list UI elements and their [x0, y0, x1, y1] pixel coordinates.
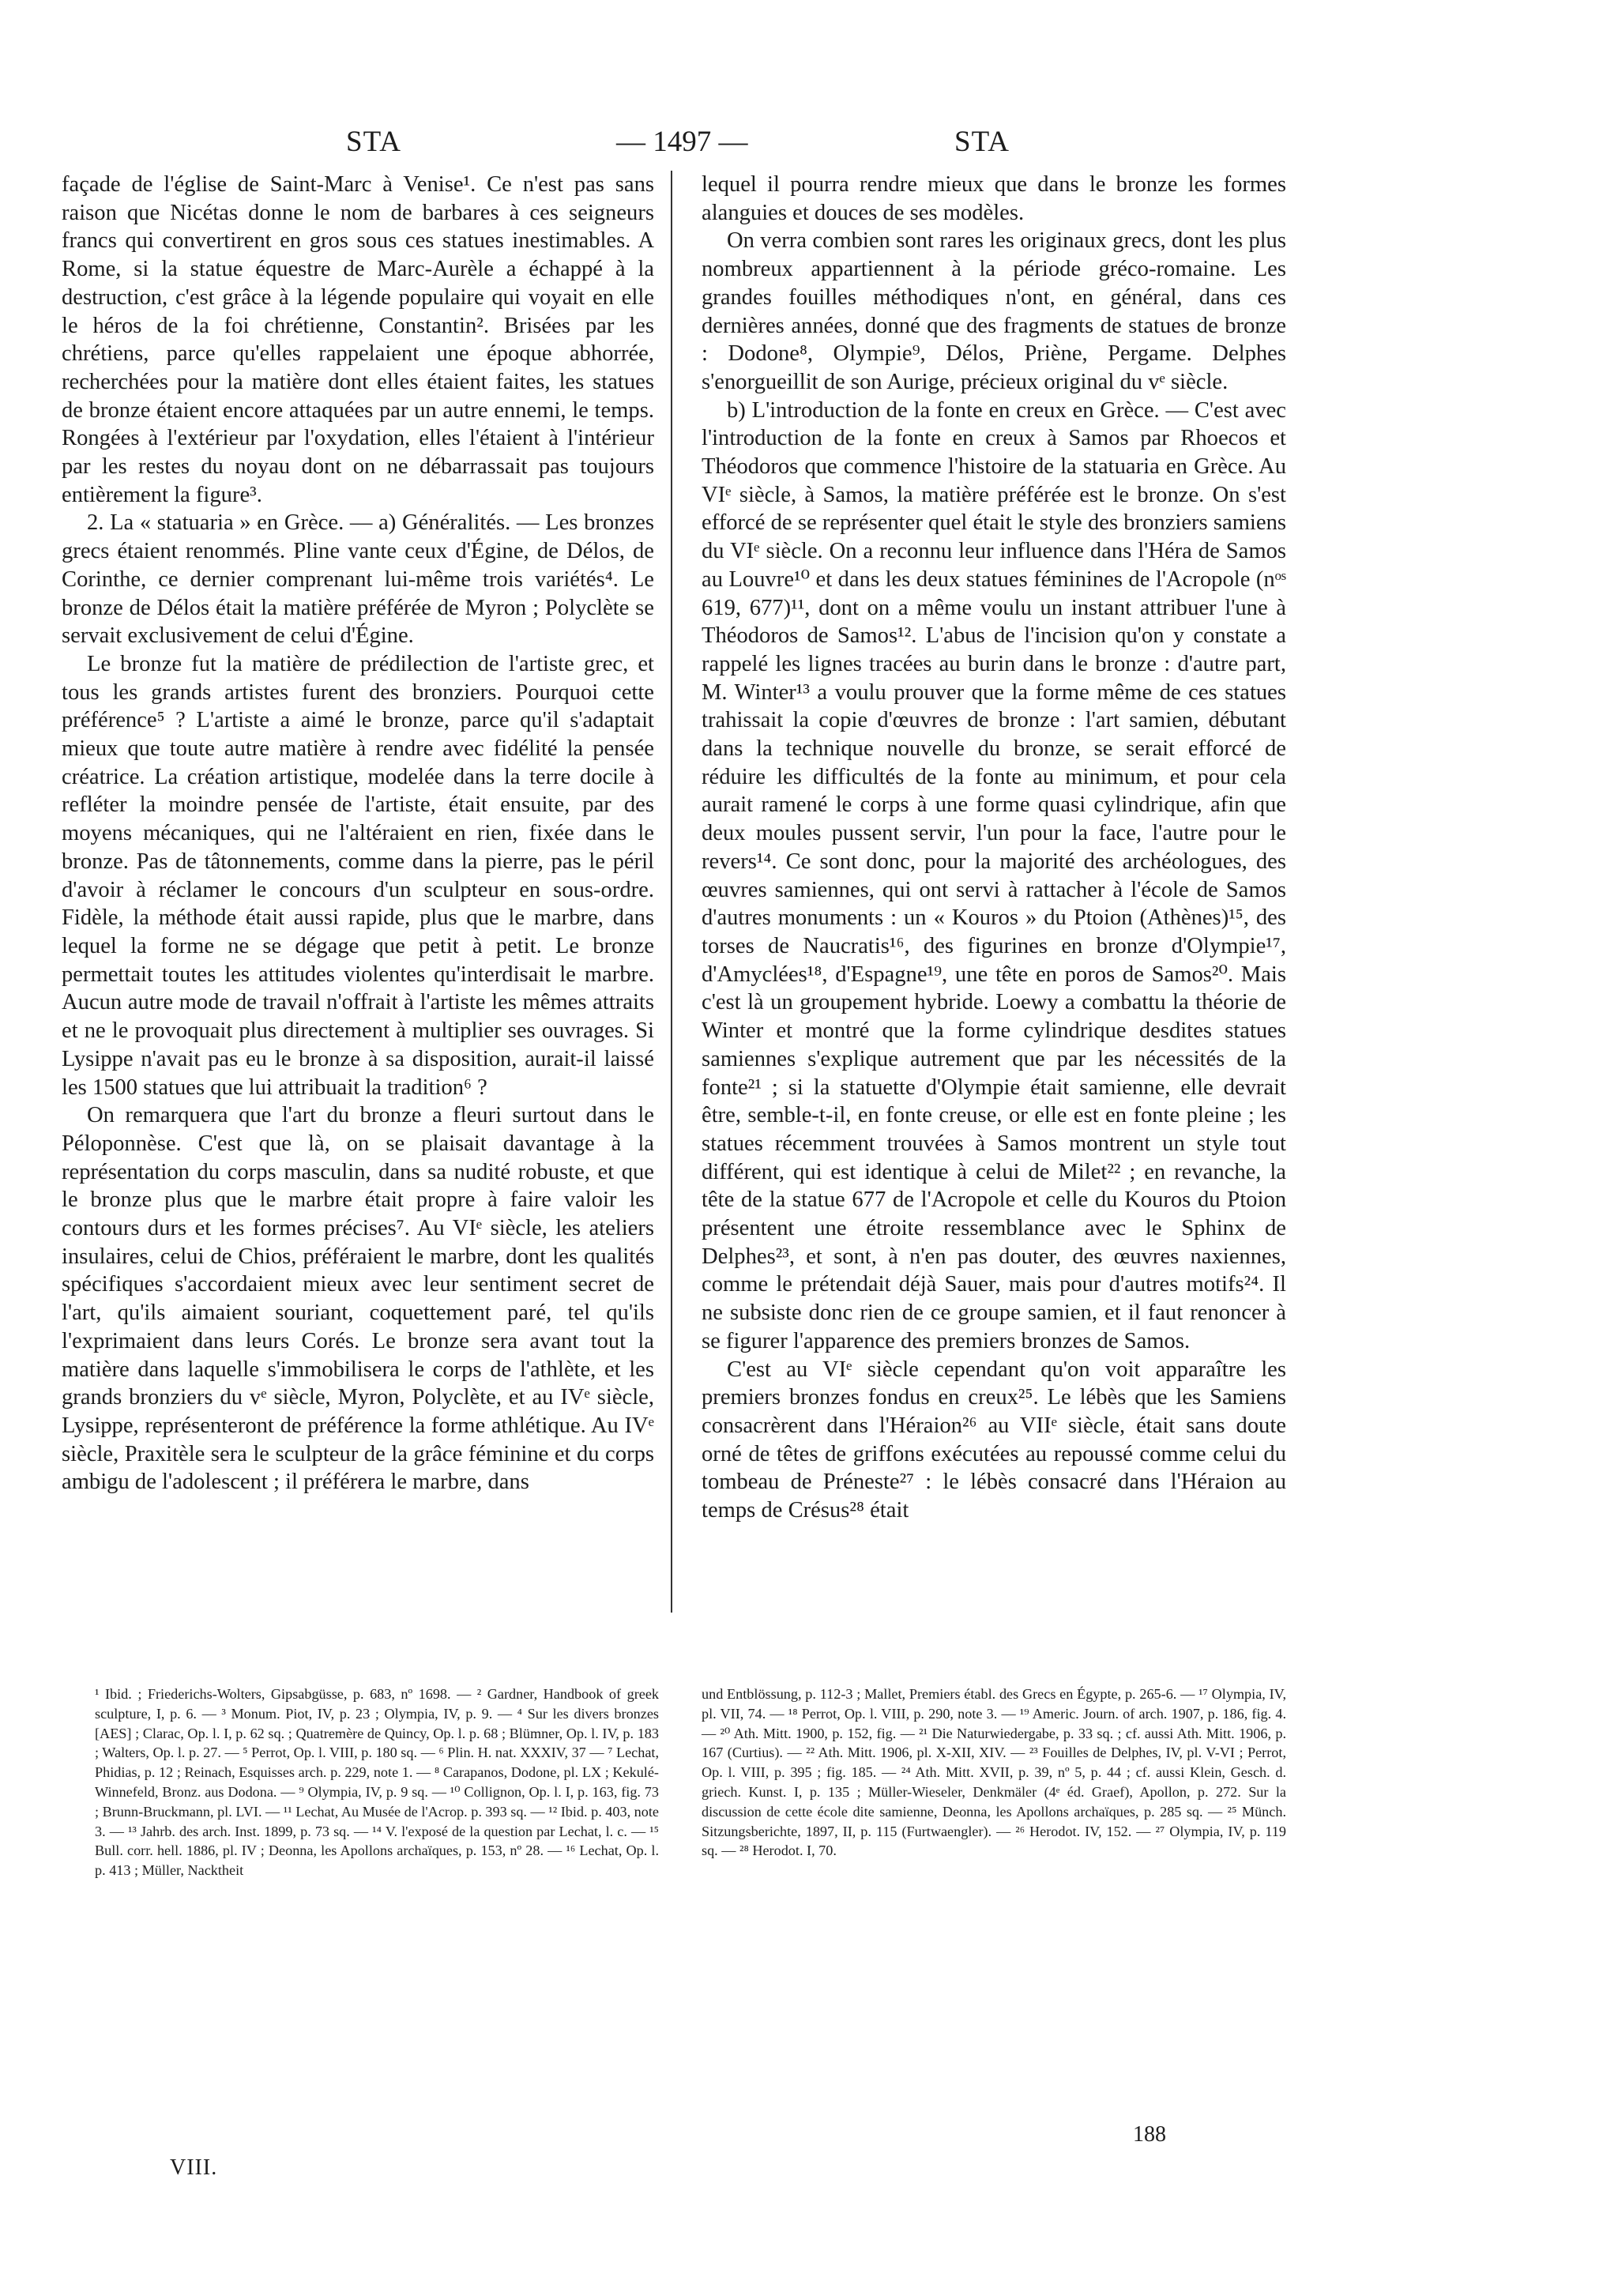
running-header	[0, 125, 1618, 164]
footnotes-right	[702, 1684, 1286, 1861]
left-column	[62, 171, 654, 1496]
paragraph: On remarquera que l'art du bronze a fleuri surtout dans le Péloponnèse. C'est que là, on se plaisait davantage à la représentation du corps masculin, dans sa nudité robuste, et que le bronze plus que le marbre était propre à faire valoir les contours durs et les formes précises⁷. Au VIᵉ siècle, les ateliers insulaires, celui de Chios, préféraient le marbre, dont les qualités spécifiques s'accordaient mieux avec leur sentiment secret de l'art, qu'ils aimaient souriant, coquettement paré, tel qu'ils l'exprimaient dans leurs Corés. Le bronze sera avant tout la matière dans laquelle s'immobilisera le corps de l'athlète, et les grands bronziers du vᵉ siècle, Myron, Polyclète, et au IVᵉ siècle, Lysippe, représenteront de préférence la forme athlétique. Au IVᵉ siècle, Praxitèle sera le sculpteur de la grâce féminine et du corps ambigu de l'adolescent ; il préférera le marbre, dans	[62, 1103, 654, 1495]
paragraph: 2. La « statuaria » en Grèce. — a) Généralités. — Les bronzes grecs étaient renommés. Pline vante ceux d'Égine, de Délos, de Corinthe, ce dernier comprenant lui-même trois variétés⁴. Le bronze de Délos était la matière préférée de Myron ; Polyclète se servait exclusivement de celui d'Égine.	[62, 510, 654, 649]
paragraph: Le bronze fut la matière de prédilection de l'artiste grec, et tous les grands artistes furent des bronziers. Pourquoi cette préférence⁵ ? L'artiste a aimé le bronze, parce qu'il s'adaptait mieux que toute autre matière à rendre avec fidélité la pensée créatrice. La création artistique, modelée dans la terre docile à refléter la moindre pensée de l'artiste, était ensuite, par des moyens mécaniques, qui ne l'altéraient en rien, fixée dans le bronze. Pas de tâtonnements, comme dans la pierre, pas le péril d'avoir à réclamer le concours d'un sculpteur en sous-ordre. Fidèle, la méthode était aussi rapide, plus que le marbre, dans lequel la forme ne se dégage que petit à petit. Le bronze permettait toutes les attitudes violentes qu'interdisait le marbre. Aucun autre mode de travail n'offrait à l'artiste les mêmes attraits et ne le provoquait plus directement à multiplier ses ouvrages. Si Lysippe n'avait pas eu le bronze à sa disposition, aurait-il laissé les 1500 statues que lui attribuait la tradition⁶ ?	[62, 651, 654, 1100]
right-column	[702, 171, 1286, 1525]
paragraph: lequel il pourra rendre mieux que dans le bronze les formes alanguies et douces de ses modèles.	[702, 172, 1286, 225]
footnote-text: und Entblössung, p. 112-3 ; Mallet, Premiers établ. des Grecs en Égypte, p. 265-6. — ¹⁷ Olympia, IV, pl. VII, 74. — ¹⁸ Perrot, Op. l. VIII, p. 290, note 3. — ¹⁹ Americ. Journ. of arch. 1907, p. 186, fig. 4. — ²⁰ Ath. Mitt. 1900, p. 152, fig. — ²¹ Die Naturwiedergabe, p. 33 sq. ; cf. aussi Ath. Mitt. 1906, p. 167 (Curtius). — ²² Ath. Mitt. 1906, pl. X-XII, XIV. — ²³ Fouilles de Delphes, IV, pl. V-VI ; Perrot, Op. l. VIII, p. 395 ; fig. 185. — ²⁴ Ath. Mitt. XVII, p. 39, nº 5, p. 44 ; cf. aussi Klein, Gesch. d. griech. Kunst. I, p. 135 ; Müller-Wieseler, Denkmäler (4ᵉ éd. Graef), Apollon, p. 272. Sur la discussion de cette école dite samienne, Deonna, les Apollons archaïques, p. 285 sq. — ²⁵ Münch. Sitzungsberichte, 1897, II, p. 115 (Furtwaengler). — ²⁶ Herodot. IV, 152. — ²⁷ Olympia, IV, p. 119 sq. — ²⁸ Herodot. I, 70.	[702, 1686, 1286, 1859]
page-number: — 1497 —	[616, 126, 748, 158]
paragraph: C'est au VIᵉ siècle cependant qu'on voit apparaître les premiers bronzes fondus en creux²⁵. Le lébès que les Samiens consacrèrent dans l'Héraion²⁶ au VIIᵉ siècle, était sans doute orné de têtes de griffons exécutées au repoussé comme celui du tombeau de Préneste²⁷ : le lébès consacré dans l'Héraion au temps de Crésus²⁸ était	[702, 1357, 1286, 1523]
folio-number: 188	[1133, 2122, 1166, 2147]
header-right-keyword: STA	[954, 126, 1010, 158]
column-divider	[671, 171, 672, 1613]
footnote-text: ¹ Ibid. ; Friederichs-Wolters, Gipsabgüsse, p. 683, nº 1698. — ² Gardner, Handbook of greek sculpture, I, p. 6. — ³ Monum. Piot, IV, p. 23 ; Olympia, IV, p. 9. — ⁴ Sur les divers bronzes [AES] ; Clarac, Op. l. I, p. 62 sq. ; Quatremère de Quincy, Op. l. p. 68 ; Blümner, Op. l. IV, p. 183 ; Walters, Op. l. p. 27. — ⁵ Perrot, Op. l. VIII, p. 180 sq. — ⁶ Plin. H. nat. XXXIV, 37 — ⁷ Lechat, Phidias, p. 12 ; Reinach, Esquisses arch. p. 229, note 1. — ⁸ Carapanos, Dodone, pl. LX ; Kekulé-Winnefeld, Bronz. aus Dodona. — ⁹ Olympia, IV, p. 9 sq. — ¹⁰ Collignon, Op. l. I, p. 163, fig. 73 ; Brunn-Bruckmann, pl. LVI. — ¹¹ Lechat, Au Musée de l'Acrop. p. 393 sq. — ¹² Ibid. p. 403, note 3. — ¹³ Jahrb. des arch. Inst. 1899, p. 73 sq. — ¹⁴ V. l'exposé de la question par Lechat, l. c. — ¹⁵ Bull. corr. hell. 1886, pl. IV ; Deonna, les Apollons archaïques, p. 153, nº 28. — ¹⁶ Lechat, Op. l. p. 413 ; Müller, Nacktheit	[95, 1686, 659, 1879]
signature-mark: VIII.	[170, 2155, 218, 2180]
header-left-keyword: STA	[346, 126, 401, 158]
footnotes-left	[95, 1684, 659, 1880]
paragraph: façade de l'église de Saint-Marc à Venise¹. Ce n'est pas sans raison que Nicétas donne le nom de barbares à ces seigneurs francs qui convertirent en gros sous ces statues inestimables. A Rome, si la statue équestre de Marc-Aurèle a échappé à la destruction, c'est grâce à la légende populaire qui voyait en elle le héros de la foi chrétienne, Constantin². Brisées par les chrétiens, parce qu'elles rappelaient une époque abhorrée, recherchées pour la matière dont elles étaient faites, les statues de bronze étaient encore attaquées par un autre ennemi, le temps. Rongées à l'extérieur par l'oxydation, elles l'étaient à l'intérieur par les restes du noyau dont on ne débarrassait pas toujours entièrement la figure³.	[62, 172, 654, 507]
paragraph: On verra combien sont rares les originaux grecs, dont les plus nombreux appartiennent à la période gréco-romaine. Les grandes fouilles méthodiques n'ont, en général, dans ces dernières années, donné que des fragments de statues de bronze : Dodone⁸, Olympie⁹, Délos, Priène, Pergame. Delphes s'enorgueillit de son Aurige, précieux original du vᵉ siècle.	[702, 228, 1286, 394]
paragraph: b) L'introduction de la fonte en creux en Grèce. — C'est avec l'introduction de la fonte en creux à Samos par Rhoecos et Théodoros que commence l'histoire de la statuaria en Grèce. Au VIᵉ siècle, à Samos, la matière préférée est le bronze. On s'est efforcé de se représenter quel était le style des bronziers samiens du VIᵉ siècle. On a reconnu leur influence dans l'Héra de Samos au Louvre¹⁰ et dans les deux statues féminines de l'Acropole (nᵒˢ 619, 677)¹¹, dont on a même voulu un instant attribuer l'une à Théodoros de Samos¹². L'abus de l'incision qu'on y constate a rappelé les lignes tracées au burin dans le bronze : d'autre part, M. Winter¹³ a voulu prouver que la forme même de ces statues trahissait la copie d'œuvres de bronze : l'art samien, débutant dans la technique nouvelle du bronze, se serait efforcé de réduire les difficultés de la fonte au minimum, et pour cela aurait ramené le corps à une forme quasi cylindrique, afin que deux moules pussent servir, l'un pour la face, l'autre pour le revers¹⁴. Ce sont donc, pour la majorité des archéologues, des œuvres samiennes, qui ont servi à rattacher à l'école de Samos d'autres monuments : un « Kouros » du Ptoion (Athènes)¹⁵, des torses de Naucratis¹⁶, des figurines en bronze d'Olympie¹⁷, d'Amyclées¹⁸, d'Espagne¹⁹, une tête en poros de Samos²⁰. Mais c'est là un groupement hybride. Loewy a combattu la théorie de Winter et montré que la forme cylindrique desdites statues samiennes s'explique autrement que par les nécessités de la fonte²¹ ; si la statuette d'Olympie était samienne, elle devrait être, semble-t-il, en fonte creuse, or elle est en fonte pleine ; les statues récemment trouvées à Samos montrent un style tout différent, qui est identique à celui de Milet²² ; en revanche, la tête de la statue 677 de l'Acropole et celle du Kouros du Ptoion présentent une étroite ressemblance avec le Sphinx de Delphes²³, et sont, à n'en pas douter, des œuvres naxiennes, comme le prétendait déjà Sauer, mais pour d'autres motifs²⁴. Il ne subsiste donc rien de ce groupe samien, et il faut renoncer à se figurer l'apparence des premiers bronzes de Samos.	[702, 397, 1286, 1353]
